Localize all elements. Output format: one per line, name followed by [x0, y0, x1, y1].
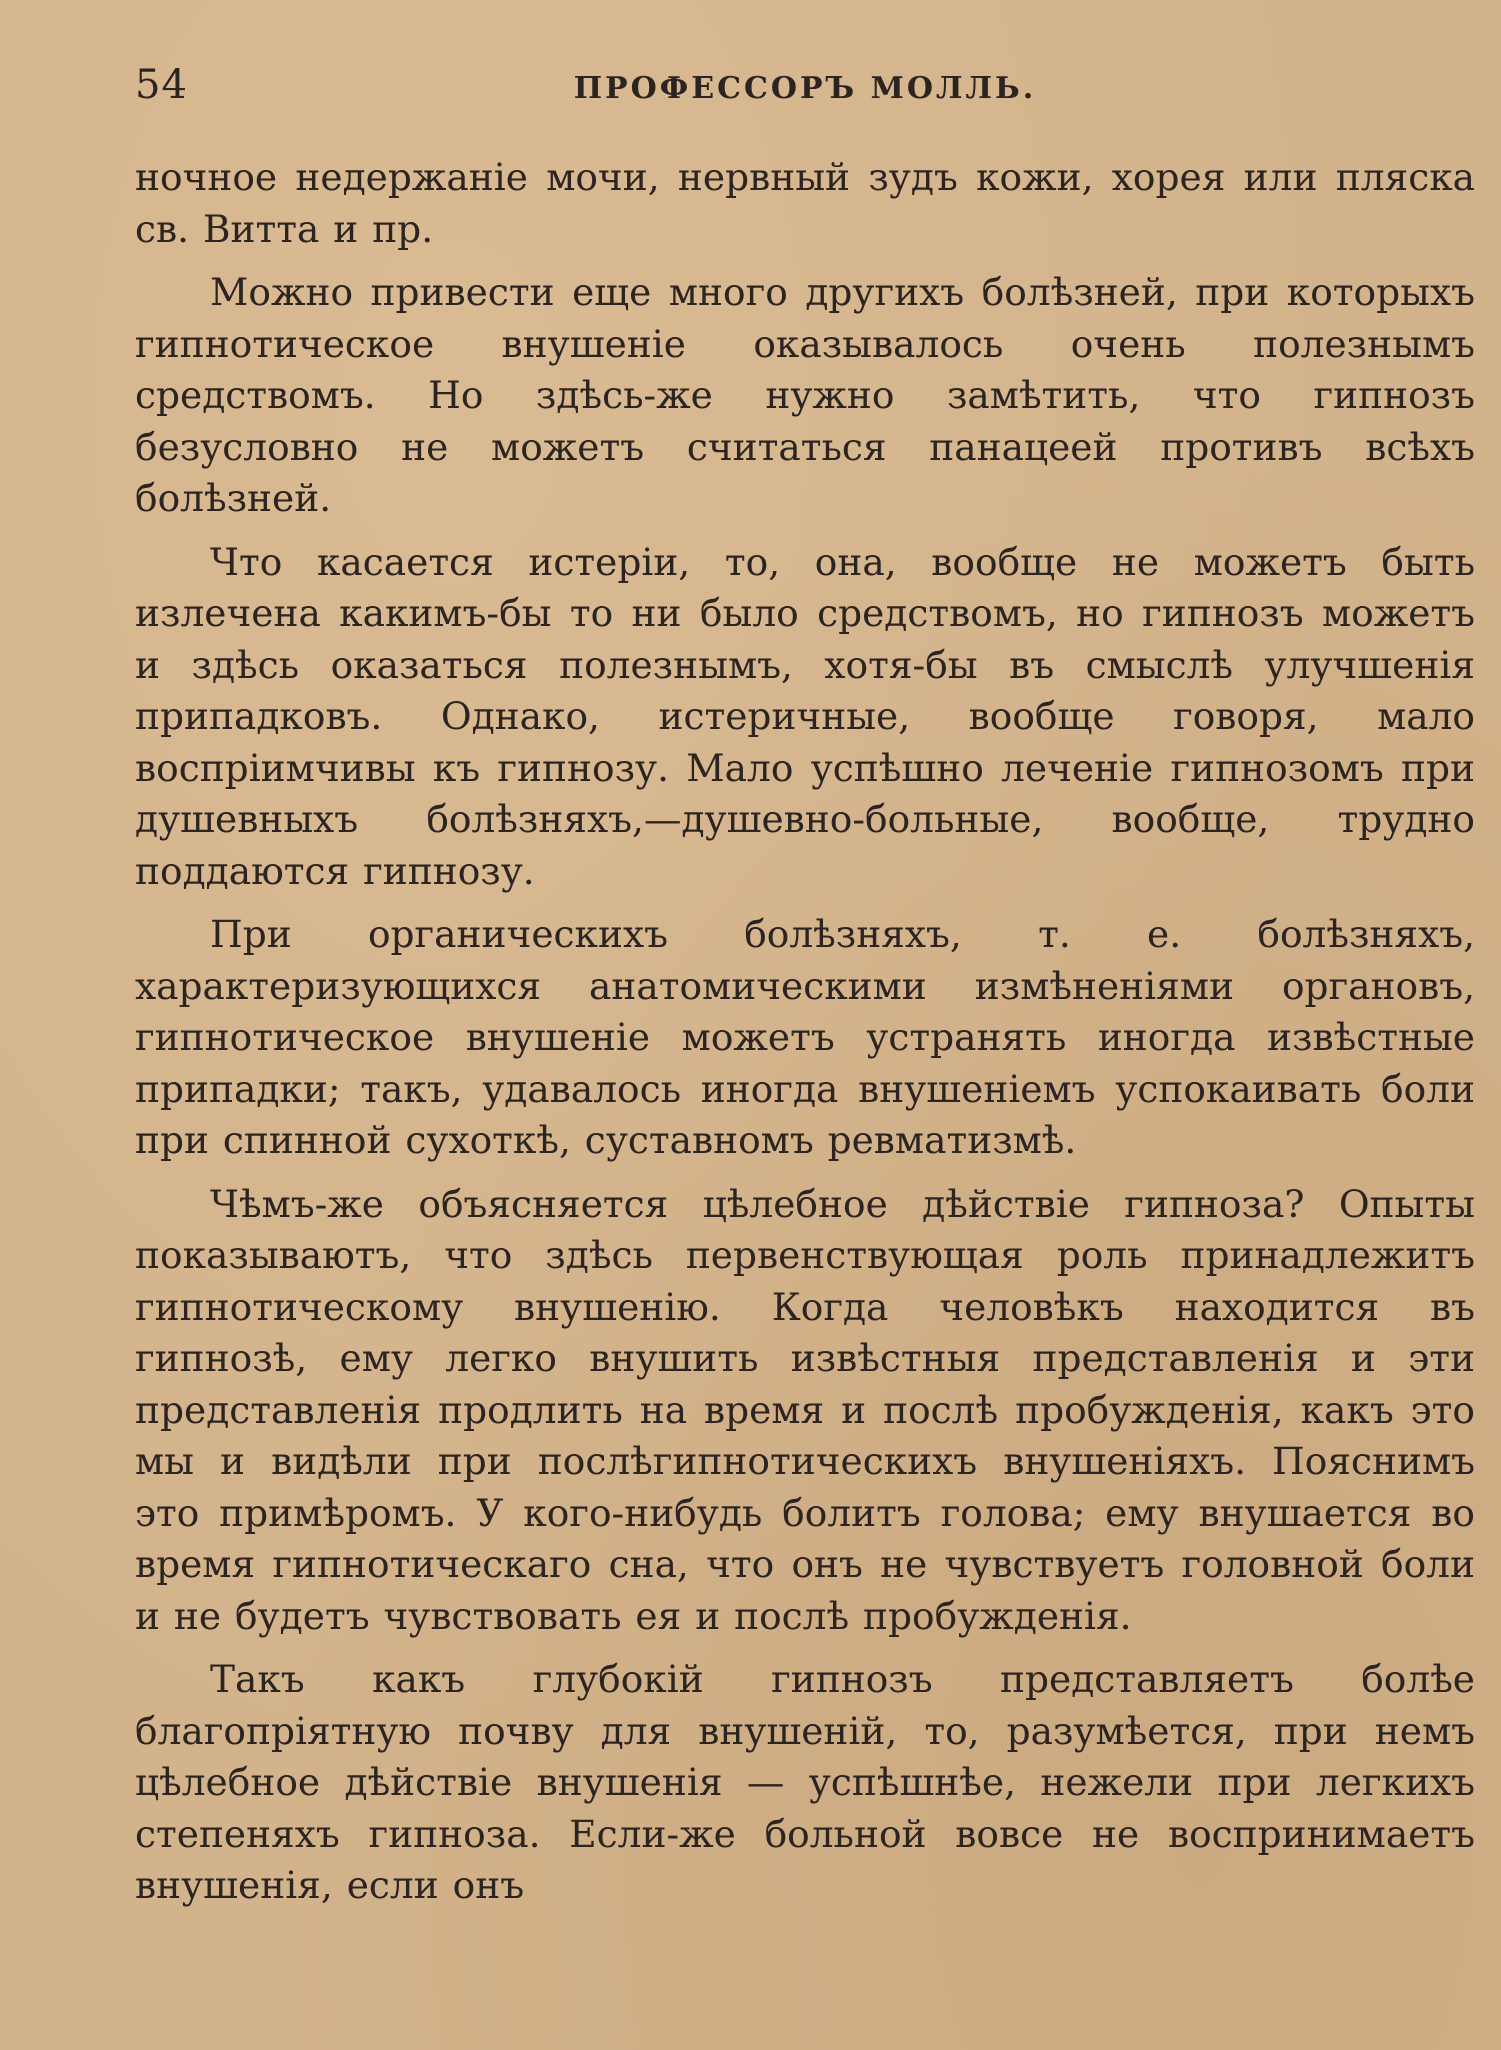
paragraph: Можно привести еще много другихъ болѣзней, при которыхъ гипнотическое внушеніе оказывалось очень полезнымъ средствомъ. Но здѣсь-же нужно замѣтить, что гипнозъ безусловно не можетъ считаться панацеей противъ всѣхъ болѣзней.	[135, 270, 1475, 520]
paragraph: Что касается истеріи, то, она, вообще не можетъ быть излечена какимъ-бы то ни было средствомъ, но гипнозъ можетъ и здѣсь оказаться полезнымъ, хотя-бы въ смыслѣ улучшенія припадковъ. Однако, истеричные, вообще говоря, мало воспріимчивы къ гипнозу. Мало успѣшно леченіе гипнозомъ при душевныхъ болѣзняхъ,—душевно-больные, вообще, трудно поддаются гипнозу.	[135, 539, 1475, 893]
page-number: 54	[135, 62, 188, 108]
running-title: ПРОФЕССОРЪ МОЛЛЬ.	[573, 71, 1037, 106]
paragraph: Чѣмъ-же объясняется цѣлебное дѣйствіе гипноза? Опыты показываютъ, что здѣсь первенствующая роль принадлежитъ гипнотическому внушенію. Когда человѣкъ находится въ гипнозѣ, ему легко внушить извѣстныя представленія и эти представленія продлить на время и послѣ пробужденія, какъ это мы и видѣли при послѣгипнотическихъ внушеніяхъ. Пояснимъ это примѣромъ. У кого-нибудь болитъ голова; ему внушается во время гипнотическаго сна, что онъ не чувствуетъ головной боли и не будетъ чувствовать ея и послѣ пробужденія.	[135, 1181, 1475, 1638]
body-text	[135, 152, 1475, 1912]
paragraph-continuation: ночное недержаніе мочи, нервный зудъ кожи, хорея или пляска св. Витта и пр.	[135, 155, 1475, 251]
paragraph: Такъ какъ глубокій гипнозъ представляетъ болѣе благопріятную почву для внушеній, то, разумѣется, при немъ цѣлебное дѣйствіе внушенія — успѣшнѣе, нежели при легкихъ степеняхъ гипноза. Если-же больной вовсе не воспринимаетъ внушенія, если онъ	[135, 1657, 1475, 1907]
paragraph: При органическихъ болѣзняхъ, т. е. болѣзняхъ, характеризующихся анатомическими измѣненіями органовъ, гипнотическое внушеніе можетъ устранять иногда извѣстные припадки; такъ, удавалось иногда внушеніемъ успокаивать боли при спинной сухоткѣ, суставномъ ревматизмѣ.	[135, 912, 1475, 1162]
page-header	[135, 55, 1475, 115]
